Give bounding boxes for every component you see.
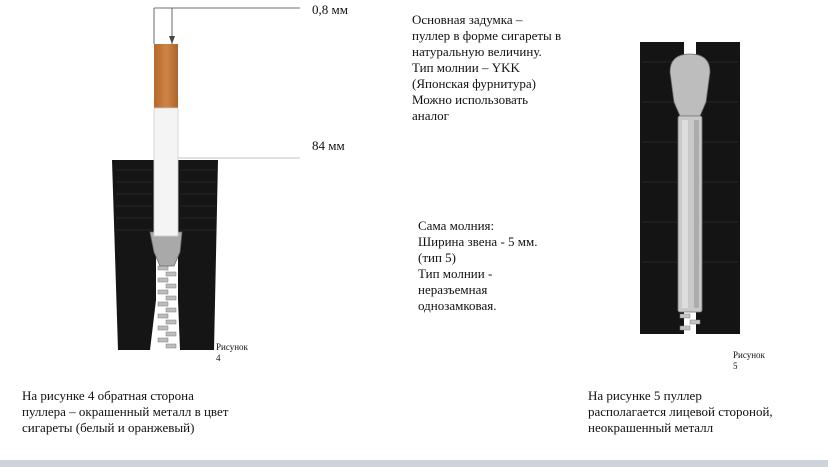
figure-4-caption: На рисунке 4 обратная сторона пуллера – окрашенный металл в цвет сигареты (белый и оранжевый) [22,388,229,435]
zipper-tape-left [112,160,156,350]
zipper-spec-description: Сама молния: Ширина звена - 5 мм. (тип 5) Тип молнии - неразъемная однозамковая. [418,218,538,313]
zipper-metal-svg [640,42,740,334]
zipper-slider [670,54,710,116]
zipper-tape-right [178,160,218,350]
figure-5-label: Рисунок 5 [733,350,765,371]
figure-4-label: Рисунок 4 [216,342,248,363]
cigarette-paper [154,108,178,236]
zipper-cigarette-svg [110,0,310,360]
dimension-top-label: 0,8 мм [312,2,348,17]
page-bottom-bar [0,460,828,467]
dimension-length-label: 84 мм [312,138,345,153]
figure-4-image [110,0,310,360]
zipper-teeth [158,266,176,348]
main-latch-description: Основная задумка – пуллер в форме сигареты в натуральную величину. Тип молнии – YKK (Японская фурнитура) Можно использовать аналог [412,12,562,123]
dimension-arrow [169,36,175,44]
figure-5-image [640,42,740,334]
figure-5-caption: На рисунке 5 пуллер располагается лицевой стороной, неокрашенный металл [588,388,773,435]
